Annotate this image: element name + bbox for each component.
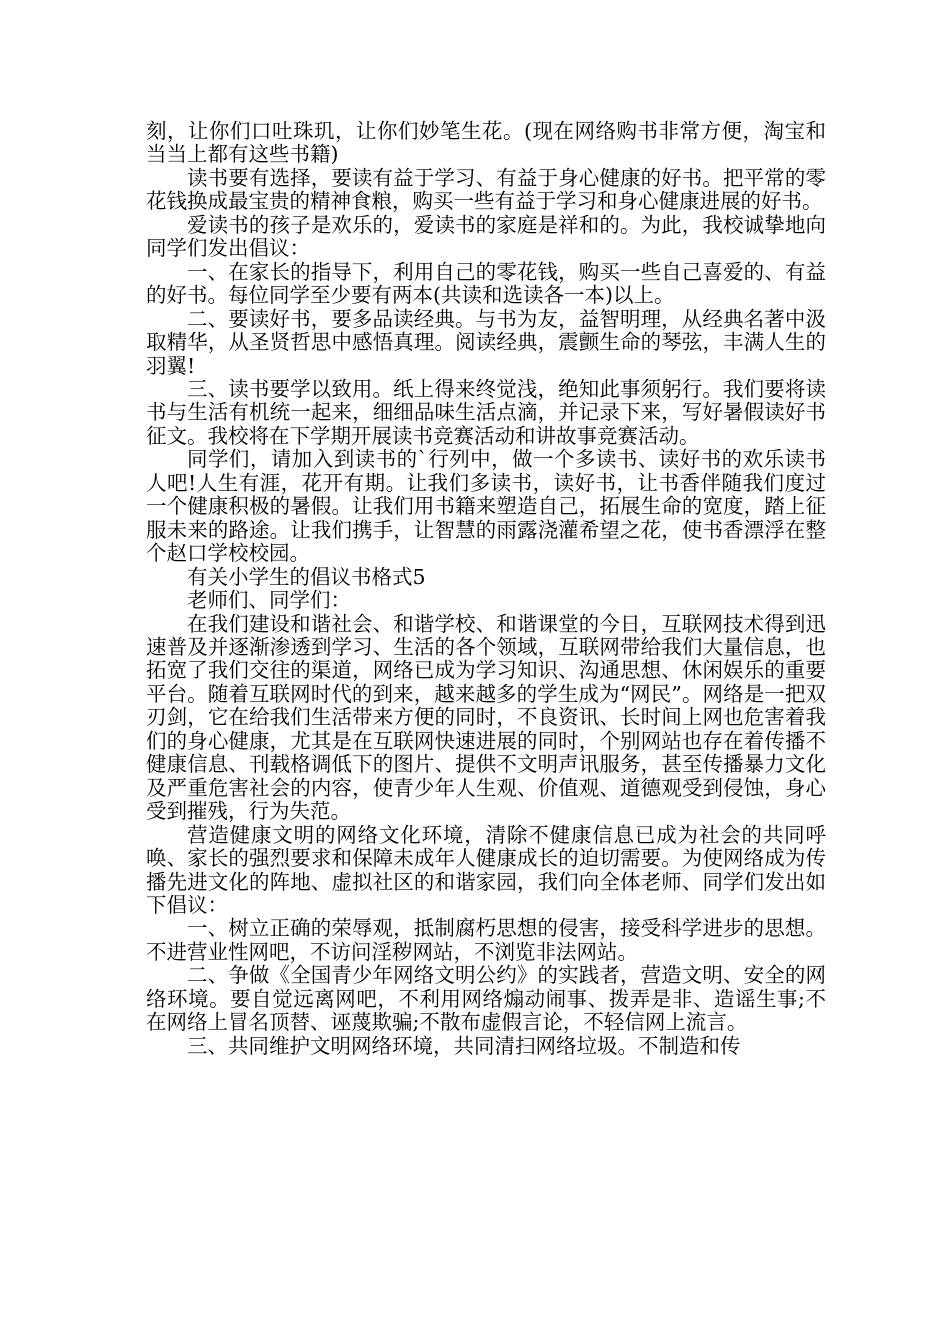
paragraph-13: 二、争做《全国青少年网络文明公约》的实践者，营造文明、安全的网络环境。要自觉远离网吧，不利用网络煽动闹事、拨弄是非、造谣生事;不在网络上冒名顶替、诬蔑欺骗;不散布虚假言论，不轻信网上流言。	[146, 963, 826, 1035]
paragraph-10: 在我们建设和谐社会、和谐学校、和谐课堂的今日，互联网技术得到迅速普及并逐渐渗透到学习、生活的各个领域，互联网带给我们大量信息，也拓宽了我们交往的渠道，网络已成为学习知识、沟通思想、休闲娱乐的重要平台。随着互联网时代的到来，越来越多的学生成为“网民”。网络是一把双刃剑，它在给我们生活带来方便的同时，不良资讯、长时间上网也危害着我们的身心健康，尤其是在互联网快速进展的同时，个别网站也存在着传播不健康信息、刊载格调低下的图片、提供不文明声讯服务，甚至传播暴力文化及严重危害社会的内容，使青少年人生观、价值观、道德观受到侵蚀，身心受到摧残，行为失范。	[146, 611, 826, 824]
document-page	[146, 120, 826, 1058]
paragraph-2: 读书要有选择，要读有益于学习、有益于身心健康的好书。把平常的零花钱换成最宝贵的精神食粮，购买一些有益于学习和身心健康进展的好书。	[146, 165, 826, 214]
paragraph-12: 一、树立正确的荣辱观，抵制腐朽思想的侵害，接受科学进步的思想。不进营业性网吧，不访问淫秽网站，不浏览非法网站。	[146, 916, 826, 964]
paragraph-4: 一、在家长的指导下，利用自己的零花钱，购买一些自己喜爱的、有益的好书。每位同学至少要有两本(共读和选读各一本)以上。	[146, 259, 826, 308]
paragraph-11: 营造健康文明的网络文化环境，清除不健康信息已成为社会的共同呼唤、家长的强烈要求和保障未成年人健康成长的迫切需要。为使网络成为传播先进文化的阵地、虚拟社区的和谐家园，我们向全体老师、同学们发出如下倡议：	[146, 822, 826, 917]
paragraph-5: 二、要读好书，要多品读经典。与书为友，益智明理，从经典名著中汲取精华，从圣贤哲思中感悟真理。阅读经典，震颤生命的琴弦，丰满人生的羽翼!	[146, 306, 826, 378]
paragraph-3: 爱读书的孩子是欢乐的，爱读书的家庭是祥和的。为此，我校诚挚地向同学们发出倡议：	[146, 212, 826, 261]
section-heading: 有关小学生的倡议书格式5	[187, 564, 426, 589]
paragraph-7: 同学们，请加入到读书的`行列中，做一个多读书、读好书的欢乐读书人吧!人生有涯，花开有期。让我们多读书，读好书，让书香伴随我们度过一个健康积极的暑假。让我们用书籍来塑造自己，拓展生命的宽度，踏上征服未来的路途。让我们携手，让智慧的雨露浇灌希望之花，使书香漂浮在整个赵口学校校园。	[146, 447, 826, 566]
paragraph-14: 三、共同维护文明网络环境，共同清扫网络垃圾。不制造和传	[187, 1033, 741, 1058]
salutation: 老师们、同学们：	[187, 588, 351, 613]
paragraph-1: 刻，让你们口吐珠玑，让你们妙笔生花。(现在网络购书非常方便，淘宝和当当上都有这些书籍)	[146, 119, 826, 167]
paragraph-6: 三、读书要学以致用。纸上得来终觉浅，绝知此事须躬行。我们要将读书与生活有机统一起来，细细品味生活点滴，并记录下来，写好暑假读好书征文。我校将在下学期开展读书竞赛活动和讲故事竞赛活动。	[146, 376, 826, 448]
